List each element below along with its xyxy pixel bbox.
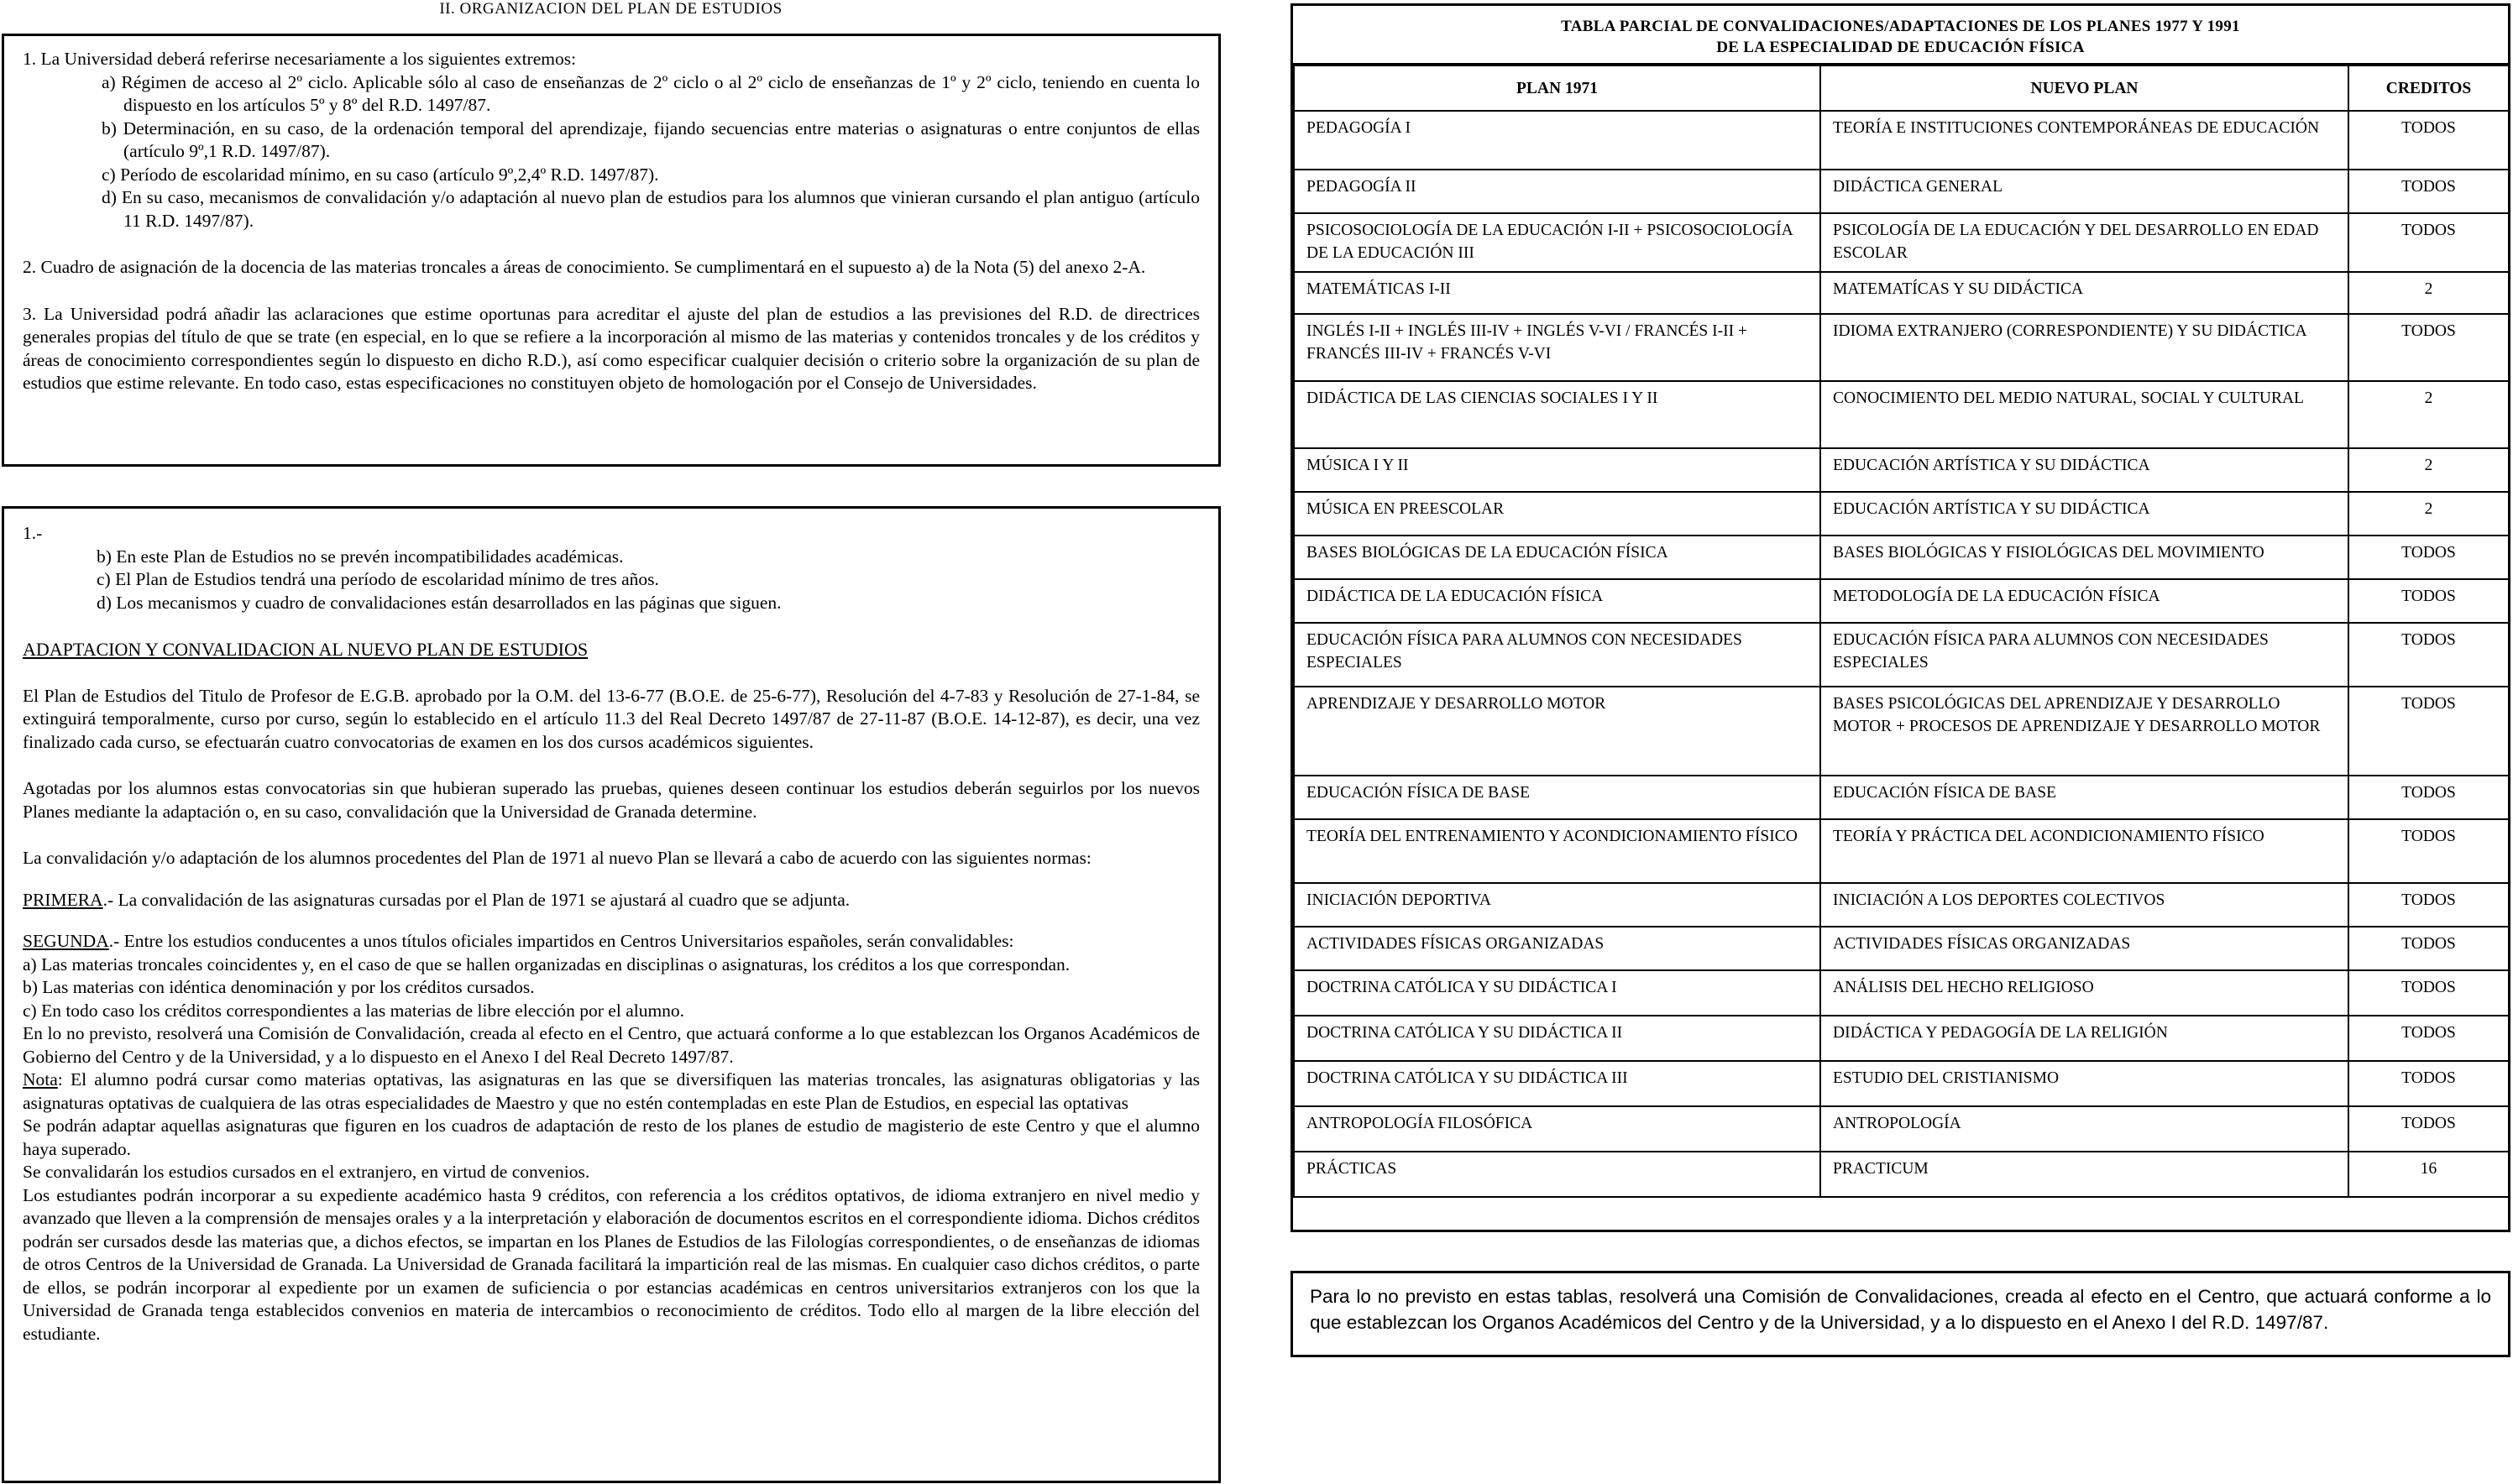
cell-creditos: TODOS (2348, 314, 2509, 381)
cell-plan-1971: ACTIVIDADES FÍSICAS ORGANIZADAS (1294, 927, 1820, 970)
cell-creditos: TODOS (2348, 687, 2509, 776)
table-row (1294, 1016, 2509, 1061)
cell-plan-1971: INICIACIÓN DEPORTIVA (1294, 883, 1820, 927)
nota-label: Nota (23, 1069, 58, 1089)
primera-label: PRIMERA (23, 889, 103, 910)
cell-nuevo-plan: INICIACIÓN A LOS DEPORTES COLECTIVOS (1820, 883, 2348, 927)
adaptation-heading: ADAPTACION Y CONVALIDACION AL NUEVO PLAN DE ESTUDIOS (23, 639, 589, 660)
item-number: 1.- (23, 523, 43, 543)
spacer (23, 870, 1200, 889)
cell-plan-1971: PRÁCTICAS (1294, 1152, 1820, 1197)
table-title (1293, 6, 2508, 65)
table-row (1294, 819, 2509, 883)
cell-creditos: TODOS (2348, 1106, 2509, 1152)
requirements-box (2, 34, 1221, 467)
table-row (1294, 1061, 2509, 1106)
cell-nuevo-plan: PSICOLOGÍA DE LA EDUCACIÓN Y DEL DESARROLLO EN EDAD ESCOLAR (1820, 213, 2348, 272)
cell-nuevo-plan: ACTIVIDADES FÍSICAS ORGANIZADAS (1820, 927, 2348, 970)
cell-plan-1971: TEORÍA DEL ENTRENAMIENTO Y ACONDICIONAMIENTO FÍSICO (1294, 819, 1820, 883)
cell-plan-1971: MÚSICA EN PREESCOLAR (1294, 492, 1820, 536)
cell-creditos: TODOS (2348, 213, 2509, 272)
table-row (1294, 448, 2509, 492)
cell-creditos: 2 (2348, 381, 2509, 448)
cell-nuevo-plan: TEORÍA Y PRÁCTICA DEL ACONDICIONAMIENTO FÍSICO (1820, 819, 2348, 883)
cell-creditos: 16 (2348, 1152, 2509, 1197)
cell-plan-1971: PSICOSOCIOLOGÍA DE LA EDUCACIÓN I-II + PSICOSOCIOLOGÍA DE LA EDUCACIÓN III (1294, 213, 1820, 272)
table-row (1294, 492, 2509, 536)
footnote-box: Para lo no previsto en estas tablas, resolverá una Comisión de Convalidaciones, creada al efecto en el Centro, que actuará conforme a lo que establezcan los Organos Académicos del Centro y de la Universidad, y a lo dispuesto en el Anexo I del R.D. 1497/87. (1291, 1271, 2510, 1357)
segunda-text: .- Entre los estudios conducentes a unos títulos oficiales impartidos en Centros Universitarios españoles, serán convalidables: (108, 931, 1014, 951)
cell-creditos: TODOS (2348, 927, 2509, 970)
cell-creditos: 2 (2348, 448, 2509, 492)
cell-nuevo-plan: EDUCACIÓN FÍSICA DE BASE (1820, 776, 2348, 819)
cell-plan-1971: INGLÉS I-II + INGLÉS III-IV + INGLÉS V-VI / FRANCÉS I-II + FRANCÉS III-IV + FRANCÉS V-VI (1294, 314, 1820, 381)
table-row (1294, 687, 2509, 776)
spacer (23, 754, 1200, 777)
point-d: d) Los mecanismos y cuadro de convalidaciones están desarrollados en las páginas que siguen. (97, 592, 782, 613)
item2: 2. Cuadro de asignación de la docencia de las materias troncales a áreas de conocimiento. Se cumplimentará en el supuesto a) de la Nota (5) del anexo 2-A. (23, 257, 1146, 277)
rule-primera (23, 889, 1200, 912)
cell-plan-1971: EDUCACIÓN FÍSICA PARA ALUMNOS CON NECESIDADES ESPECIALES (1294, 623, 1820, 687)
cell-plan-1971: BASES BIOLÓGICAS DE LA EDUCACIÓN FÍSICA (1294, 536, 1820, 579)
table-row (1294, 314, 2509, 381)
cell-creditos: TODOS (2348, 1016, 2509, 1061)
nota (23, 1069, 1200, 1115)
cell-nuevo-plan: CONOCIMIENTO DEL MEDIO NATURAL, SOCIAL Y CULTURAL (1820, 381, 2348, 448)
cell-creditos: 2 (2348, 272, 2509, 314)
cell-plan-1971: ANTROPOLOGÍA FILOSÓFICA (1294, 1106, 1820, 1152)
cell-nuevo-plan: ANÁLISIS DEL HECHO RELIGIOSO (1820, 970, 2348, 1016)
paragraph-idioma: Los estudiantes podrán incorporar a su expediente académico hasta 9 créditos, con referencia a los créditos optativos, de idioma extranjero en nivel medio y avanzado que lleven a la comprensión de mensajes orales y a la interpretación y elaboración de documentos escritos en el correspondiente idioma. Dichos créditos podrán ser cursados desde las materias que, a dichos efectos, se impartan en los Planes de Estudios de las Filologías correspondientes, o de enseñanzas de idiomas de otros Centros de la Universidad de Granada. La Universidad de Granada facilitará la impartición real de las mismas. En cualquier caso dichos créditos, o parte de ellos, se podrán incorporar al expediente por un examen de suficiencia o por estancias académicas en centros universitarios extranjeros con los que la Universidad de Granada tenga establecidos convenios en materia de intercambios o reconocimiento de créditos. Todo ello al margen de la libre elección del estudiante. (23, 1184, 1200, 1344)
cell-nuevo-plan: DIDÁCTICA GENERAL (1820, 170, 2348, 213)
table-row (1294, 1106, 2509, 1152)
rule-segunda (23, 930, 1200, 954)
adaptation-box (2, 506, 1221, 1483)
table-row (1294, 536, 2509, 579)
item1-a: a) Régimen de acceso al 2º ciclo. Aplicable sólo al caso de enseñanzas de 2º ciclo o al 2º ciclo de enseñanzas de 1º y 2º ciclo, teniendo en cuenta lo dispuesto en los artículos 5º y 8º del R.D. 1497/87. (102, 71, 1200, 115)
nota-text: : El alumno podrá cursar como materias optativas, las asignaturas en las que se diversifiquen las materias troncales, las asignaturas obligatorias y las asignaturas optativas de cualquiera de las otras especialidades de Maestro y que no estén contempladas en este Plan de Estudios, en especial las optativas (23, 1069, 1200, 1113)
table-row (1294, 927, 2509, 970)
table-body (1294, 111, 2509, 1197)
cell-nuevo-plan: PRACTICUM (1820, 1152, 2348, 1197)
table-row (1294, 272, 2509, 314)
segunda-label: SEGUNDA (23, 931, 109, 951)
primera-text: .- La convalidación de las asignaturas cursadas por el Plan de 1971 se ajustará al cuadro que se adjunta. (102, 889, 851, 910)
item1-d: d) En su caso, mecanismos de convalidación y/o adaptación al nuevo plan de estudios para los alumnos que vinieran cursando el plan antiguo (artículo 11 R.D. 1497/87). (102, 187, 1200, 231)
paragraph-plan-extinction: El Plan de Estudios del Titulo de Profesor de E.G.B. aprobado por la O.M. del 13-6-77 (B.O.E. de 25-6-77), Resolución del 4-7-83 y Resolución de 27-1-84, se extinguirá temporalmente, curso por curso, según lo establecido en el artículo 11.3 del Real Decreto 1497/87 de 27-11-87 (B.O.E. 14-12-87), es decir, una vez finalizado cada curso, se efectuarán cuatro convocatorias de examen en los dos cursos académicos siguientes. (23, 685, 1200, 752)
spacer (23, 823, 1200, 847)
cell-plan-1971: MÚSICA I Y II (1294, 448, 1820, 492)
cell-nuevo-plan: ESTUDIO DEL CRISTIANISMO (1820, 1061, 2348, 1106)
cell-plan-1971: DOCTRINA CATÓLICA Y SU DIDÁCTICA II (1294, 1016, 1820, 1061)
cell-creditos: TODOS (2348, 970, 2509, 1016)
table-row (1294, 883, 2509, 927)
segunda-b: b) Las materias con idéntica denominación y por los créditos cursados. (23, 977, 535, 997)
cell-nuevo-plan: BASES PSICOLÓGICAS DEL APRENDIZAJE Y DESARROLLO MOTOR + PROCESOS DE APRENDIZAJE Y DESARROLLO MOTOR (1820, 687, 2348, 776)
paragraph-adaptar: Se podrán adaptar aquellas asignaturas que figuren en los cuadros de adaptación de resto de los planes de estudio de magisterio de este Centro y que el alumno haya superado. (23, 1116, 1200, 1159)
table-row (1294, 579, 2509, 623)
cell-nuevo-plan: MATEMATÍCAS Y SU DIDÁCTICA (1820, 272, 2348, 314)
cell-nuevo-plan: BASES BIOLÓGICAS Y FISIOLÓGICAS DEL MOVIMIENTO (1820, 536, 2348, 579)
table-title-line2: DE LA ESPECIALIDAD DE EDUCACIÓN FÍSICA (1716, 39, 2085, 56)
table-row (1294, 776, 2509, 819)
cell-nuevo-plan: EDUCACIÓN ARTÍSTICA Y SU DIDÁCTICA (1820, 448, 2348, 492)
cell-creditos: TODOS (2348, 111, 2509, 170)
cell-creditos: TODOS (2348, 170, 2509, 213)
item3: 3. La Universidad podrá añadir las aclaraciones que estime oportunas para acreditar el ajuste del plan de estudios a las previsiones del R.D. de directrices generales propias del título de que se trate (en especial, en lo que se refiere a la incorporación al mismo de las materias y contenidos troncales y de los créditos y áreas de conocimiento correspondientes según lo dispuesto en dicho R.D.), así como especificar cualquier decisión o criterio sobre la organización de su plan de estudios que estime relevante. En todo caso, estas especificaciones no constituyen objeto de homologación por el Consejo de Universidades. (23, 303, 1200, 393)
table-header-row (1294, 65, 2509, 111)
cell-creditos: TODOS (2348, 623, 2509, 687)
cell-plan-1971: EDUCACIÓN FÍSICA DE BASE (1294, 776, 1820, 819)
cell-nuevo-plan: TEORÍA E INSTITUCIONES CONTEMPORÁNEAS DE EDUCACIÓN (1820, 111, 2348, 170)
table-title-line1: TABLA PARCIAL DE CONVALIDACIONES/ADAPTACIONES DE LOS PLANES 1977 Y 1991 (1561, 18, 2240, 35)
cell-nuevo-plan: ANTROPOLOGÍA (1820, 1106, 2348, 1152)
header-nuevo-plan: NUEVO PLAN (1820, 65, 2348, 111)
section-title: II. ORGANIZACION DEL PLAN DE ESTUDIOS (439, 0, 783, 18)
header-creditos: CREDITOS (2348, 65, 2509, 111)
cell-nuevo-plan: IDIOMA EXTRANJERO (CORRESPONDIENTE) Y SU DIDÁCTICA (1820, 314, 2348, 381)
cell-creditos: TODOS (2348, 776, 2509, 819)
table-row (1294, 111, 2509, 170)
cell-nuevo-plan: DIDÁCTICA Y PEDAGOGÍA DE LA RELIGIÓN (1820, 1016, 2348, 1061)
spacer (23, 280, 1200, 303)
item1-c: c) Período de escolaridad mínimo, en su caso (artículo 9º,2,4º R.D. 1497/87). (102, 164, 659, 185)
segunda-c: c) En todo caso los créditos correspondientes a las materias de libre elección por el alumno. (23, 1000, 685, 1021)
item1-b: b) Determinación, en su caso, de la ordenación temporal del aprendizaje, fijando secuencias entre materias o asignaturas o entre conjuntos de ellas (artículo 9º,1 R.D. 1497/87). (102, 118, 1200, 161)
table-row (1294, 213, 2509, 272)
item1-intro: 1. La Universidad deberá referirse necesariamente a los siguientes extremos: (23, 49, 577, 69)
cell-plan-1971: PEDAGOGÍA I (1294, 111, 1820, 170)
spacer (23, 233, 1200, 256)
convalidation-table-frame (1291, 3, 2510, 1232)
cell-creditos: TODOS (2348, 1061, 2509, 1106)
header-plan-1971: PLAN 1971 (1294, 65, 1820, 111)
segunda-no-previsto: En lo no previsto, resolverá una Comisión de Convalidación, creada al efecto en el Centro, que actuará conforme a lo que establezcan los Organos Académicos de Gobierno del Centro y de la Universidad, y a lo dispuesto en el Anexo I del Real Decreto 1497/87. (23, 1023, 1200, 1067)
spacer (23, 661, 1200, 685)
cell-creditos: TODOS (2348, 579, 2509, 623)
point-c: c) El Plan de Estudios tendrá una período de escolaridad mínimo de tres años. (97, 569, 659, 589)
cell-plan-1971: APRENDIZAJE Y DESARROLLO MOTOR (1294, 687, 1820, 776)
point-b: b) En este Plan de Estudios no se prevén incompatibilidades académicas. (97, 546, 624, 567)
cell-creditos: TODOS (2348, 536, 2509, 579)
cell-plan-1971: DIDÁCTICA DE LA EDUCACIÓN FÍSICA (1294, 579, 1820, 623)
paragraph-extranjero: Se convalidarán los estudios cursados en el extranjero, en virtud de convenios. (23, 1162, 590, 1182)
table-row (1294, 623, 2509, 687)
cell-nuevo-plan: METODOLOGÍA DE LA EDUCACIÓN FÍSICA (1820, 579, 2348, 623)
segunda-a: a) Las materias troncales coincidentes y, en el caso de que se hallen organizadas en disciplinas o asignaturas, los créditos a los que correspondan. (23, 954, 1071, 975)
cell-plan-1971: DOCTRINA CATÓLICA Y SU DIDÁCTICA III (1294, 1061, 1820, 1106)
cell-plan-1971: MATEMÁTICAS I-II (1294, 272, 1820, 314)
cell-plan-1971: PEDAGOGÍA II (1294, 170, 1820, 213)
cell-creditos: TODOS (2348, 883, 2509, 927)
cell-nuevo-plan: EDUCACIÓN FÍSICA PARA ALUMNOS CON NECESIDADES ESPECIALES (1820, 623, 2348, 687)
convalidation-table (1293, 65, 2510, 1198)
table-row (1294, 1152, 2509, 1197)
cell-creditos: 2 (2348, 492, 2509, 536)
cell-plan-1971: DIDÁCTICA DE LAS CIENCIAS SOCIALES I Y II (1294, 381, 1820, 448)
paragraph-agotadas: Agotadas por los alumnos estas convocatorias sin que hubieran superado las pruebas, quienes deseen continuar los estudios deberán seguirlos por los nuevos Planes mediante la adaptación o, en su caso, convalidación que la Universidad de Granada determine. (23, 778, 1200, 822)
spacer (23, 912, 1200, 930)
cell-creditos: TODOS (2348, 819, 2509, 883)
table-row (1294, 970, 2509, 1016)
table-row (1294, 381, 2509, 448)
paragraph-normas: La convalidación y/o adaptación de los alumnos procedentes del Plan de 1971 al nuevo Plan se llevará a cabo de acuerdo con las siguientes normas: (23, 848, 1092, 868)
cell-nuevo-plan: EDUCACIÓN ARTÍSTICA Y SU DIDÁCTICA (1820, 492, 2348, 536)
cell-plan-1971: DOCTRINA CATÓLICA Y SU DIDÁCTICA I (1294, 970, 1820, 1016)
table-row (1294, 170, 2509, 213)
spacer (23, 614, 1200, 638)
